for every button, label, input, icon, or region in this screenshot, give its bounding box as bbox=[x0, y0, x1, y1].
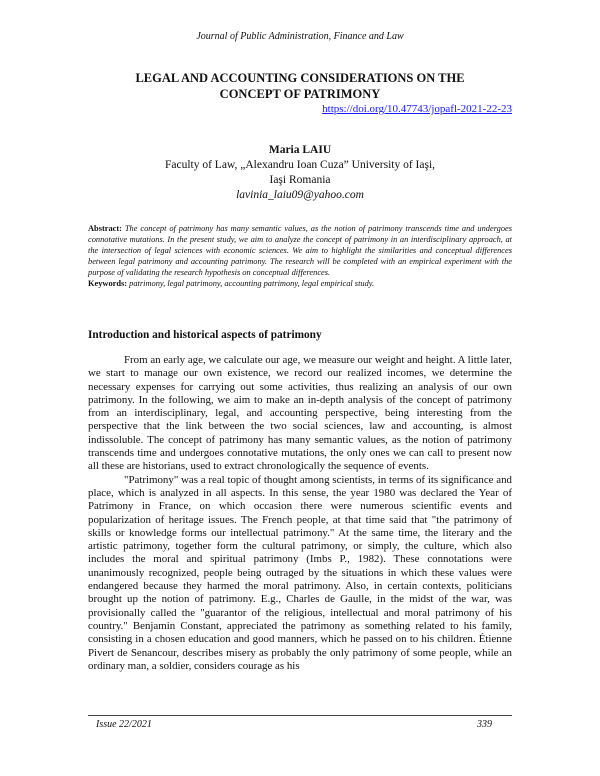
keywords bbox=[88, 278, 512, 289]
keywords-label: Keywords: bbox=[88, 279, 128, 288]
footer-divider bbox=[88, 715, 512, 716]
author-block bbox=[0, 143, 600, 203]
paragraph: "Patrimony" was a real topic of thought among scientists, in terms of its significance and place, which is analyzed in all aspects. In this sense, the year 1980 was declared the Year of Patrimony in France, on which occasion there were numerous scientific events and popularization of heritage issues. The French people, at that time said that "the patrimony of skills or knowledge forms our intellectual patrimony." At the same time, the literary and the artistic patrimony, together form the cultural patrimony, or simply, the culture, which also includes the moral and spiritual patrimony (Imbs P., 1982). These connotations were unanimously recognized, people being outraged by the situations in which these values were endangered because they harmed the moral patrimony. Also, in certain contexts, politicians brought up the notion of patrimony. E.g., Charles de Gaulle, in the midst of the war, was provisionally called the "guarantor of the religious, intellectual and moral patrimony of his country." Benjamin Constant, appreciated the patrimony as something related to his family, consisting in a chosen education and good manners, which he passed on to his children. Étienne Pivert de Senancour, describes misery as probably the only patrimony of some people, while an ordinary man, a soldier, considers courage as his bbox=[88, 473, 512, 672]
section-heading: Introduction and historical aspects of patrimony bbox=[88, 329, 322, 341]
author-location: Iaşi Romania bbox=[269, 174, 331, 186]
doi-link[interactable]: https://doi.org/10.47743/jopafl-2021-22-23 bbox=[322, 103, 512, 115]
abstract bbox=[88, 223, 512, 278]
journal-header: Journal of Public Administration, Finance and Law bbox=[196, 31, 404, 42]
body-text bbox=[88, 354, 512, 673]
abstract-label: Abstract: bbox=[88, 224, 122, 233]
author-affiliation: Faculty of Law, „Alexandru Ioan Cuza” University of Iaşi, bbox=[164, 159, 436, 171]
abstract-block bbox=[88, 223, 512, 289]
author-email[interactable]: lavinia_laiu09@yahoo.com bbox=[236, 189, 364, 201]
footer-page-number: 339 bbox=[477, 719, 492, 730]
author-name: Maria LAIU bbox=[268, 144, 332, 156]
paper-title bbox=[0, 70, 600, 102]
abstract-text: The concept of patrimony has many semantic values, as the notion of patrimony transcends time and undergoes connotative mutations. In the present study, we aim to analyze the concept of patrimony in an interdisciplinary approach, at the intersection of legal sciences with economic sciences. We aim to highlight the similarities and conceptual differences between legal patrimony and accounting patrimony. The research will be completed with an empirical experiment with the purpose of validating the research hypothesis on conceptual differences. bbox=[88, 224, 512, 277]
paragraph: From an early age, we calculate our age, we measure our weight and height. A little later, we start to manage our own existence, we record our realized incomes, we determine the necessary expenses for carrying out some activities, thus realizing an analysis of our own patrimony. In the following, we aim to make an in-depth analysis of the concept of patrimony from an interdisciplinary, legal, and accounting perspective, being interesting from the perspective that the link between the two social sciences, law and accounting, is almost indissoluble. The concept of patrimony has many semantic values, as the notion of patrimony transcends time and undergoes connotative mutations, the only ones we can call to present now all these are historians, used to extract chronologically the sequence of events. bbox=[88, 354, 512, 473]
title-line-1: LEGAL AND ACCOUNTING CONSIDERATIONS ON THE bbox=[135, 71, 465, 85]
keywords-text: patrimony, legal patrimony, accounting patrimony, legal empirical study. bbox=[129, 279, 375, 288]
title-line-2: CONCEPT OF PATRIMONY bbox=[219, 87, 381, 101]
footer-issue: Issue 22/2021 bbox=[96, 719, 152, 730]
